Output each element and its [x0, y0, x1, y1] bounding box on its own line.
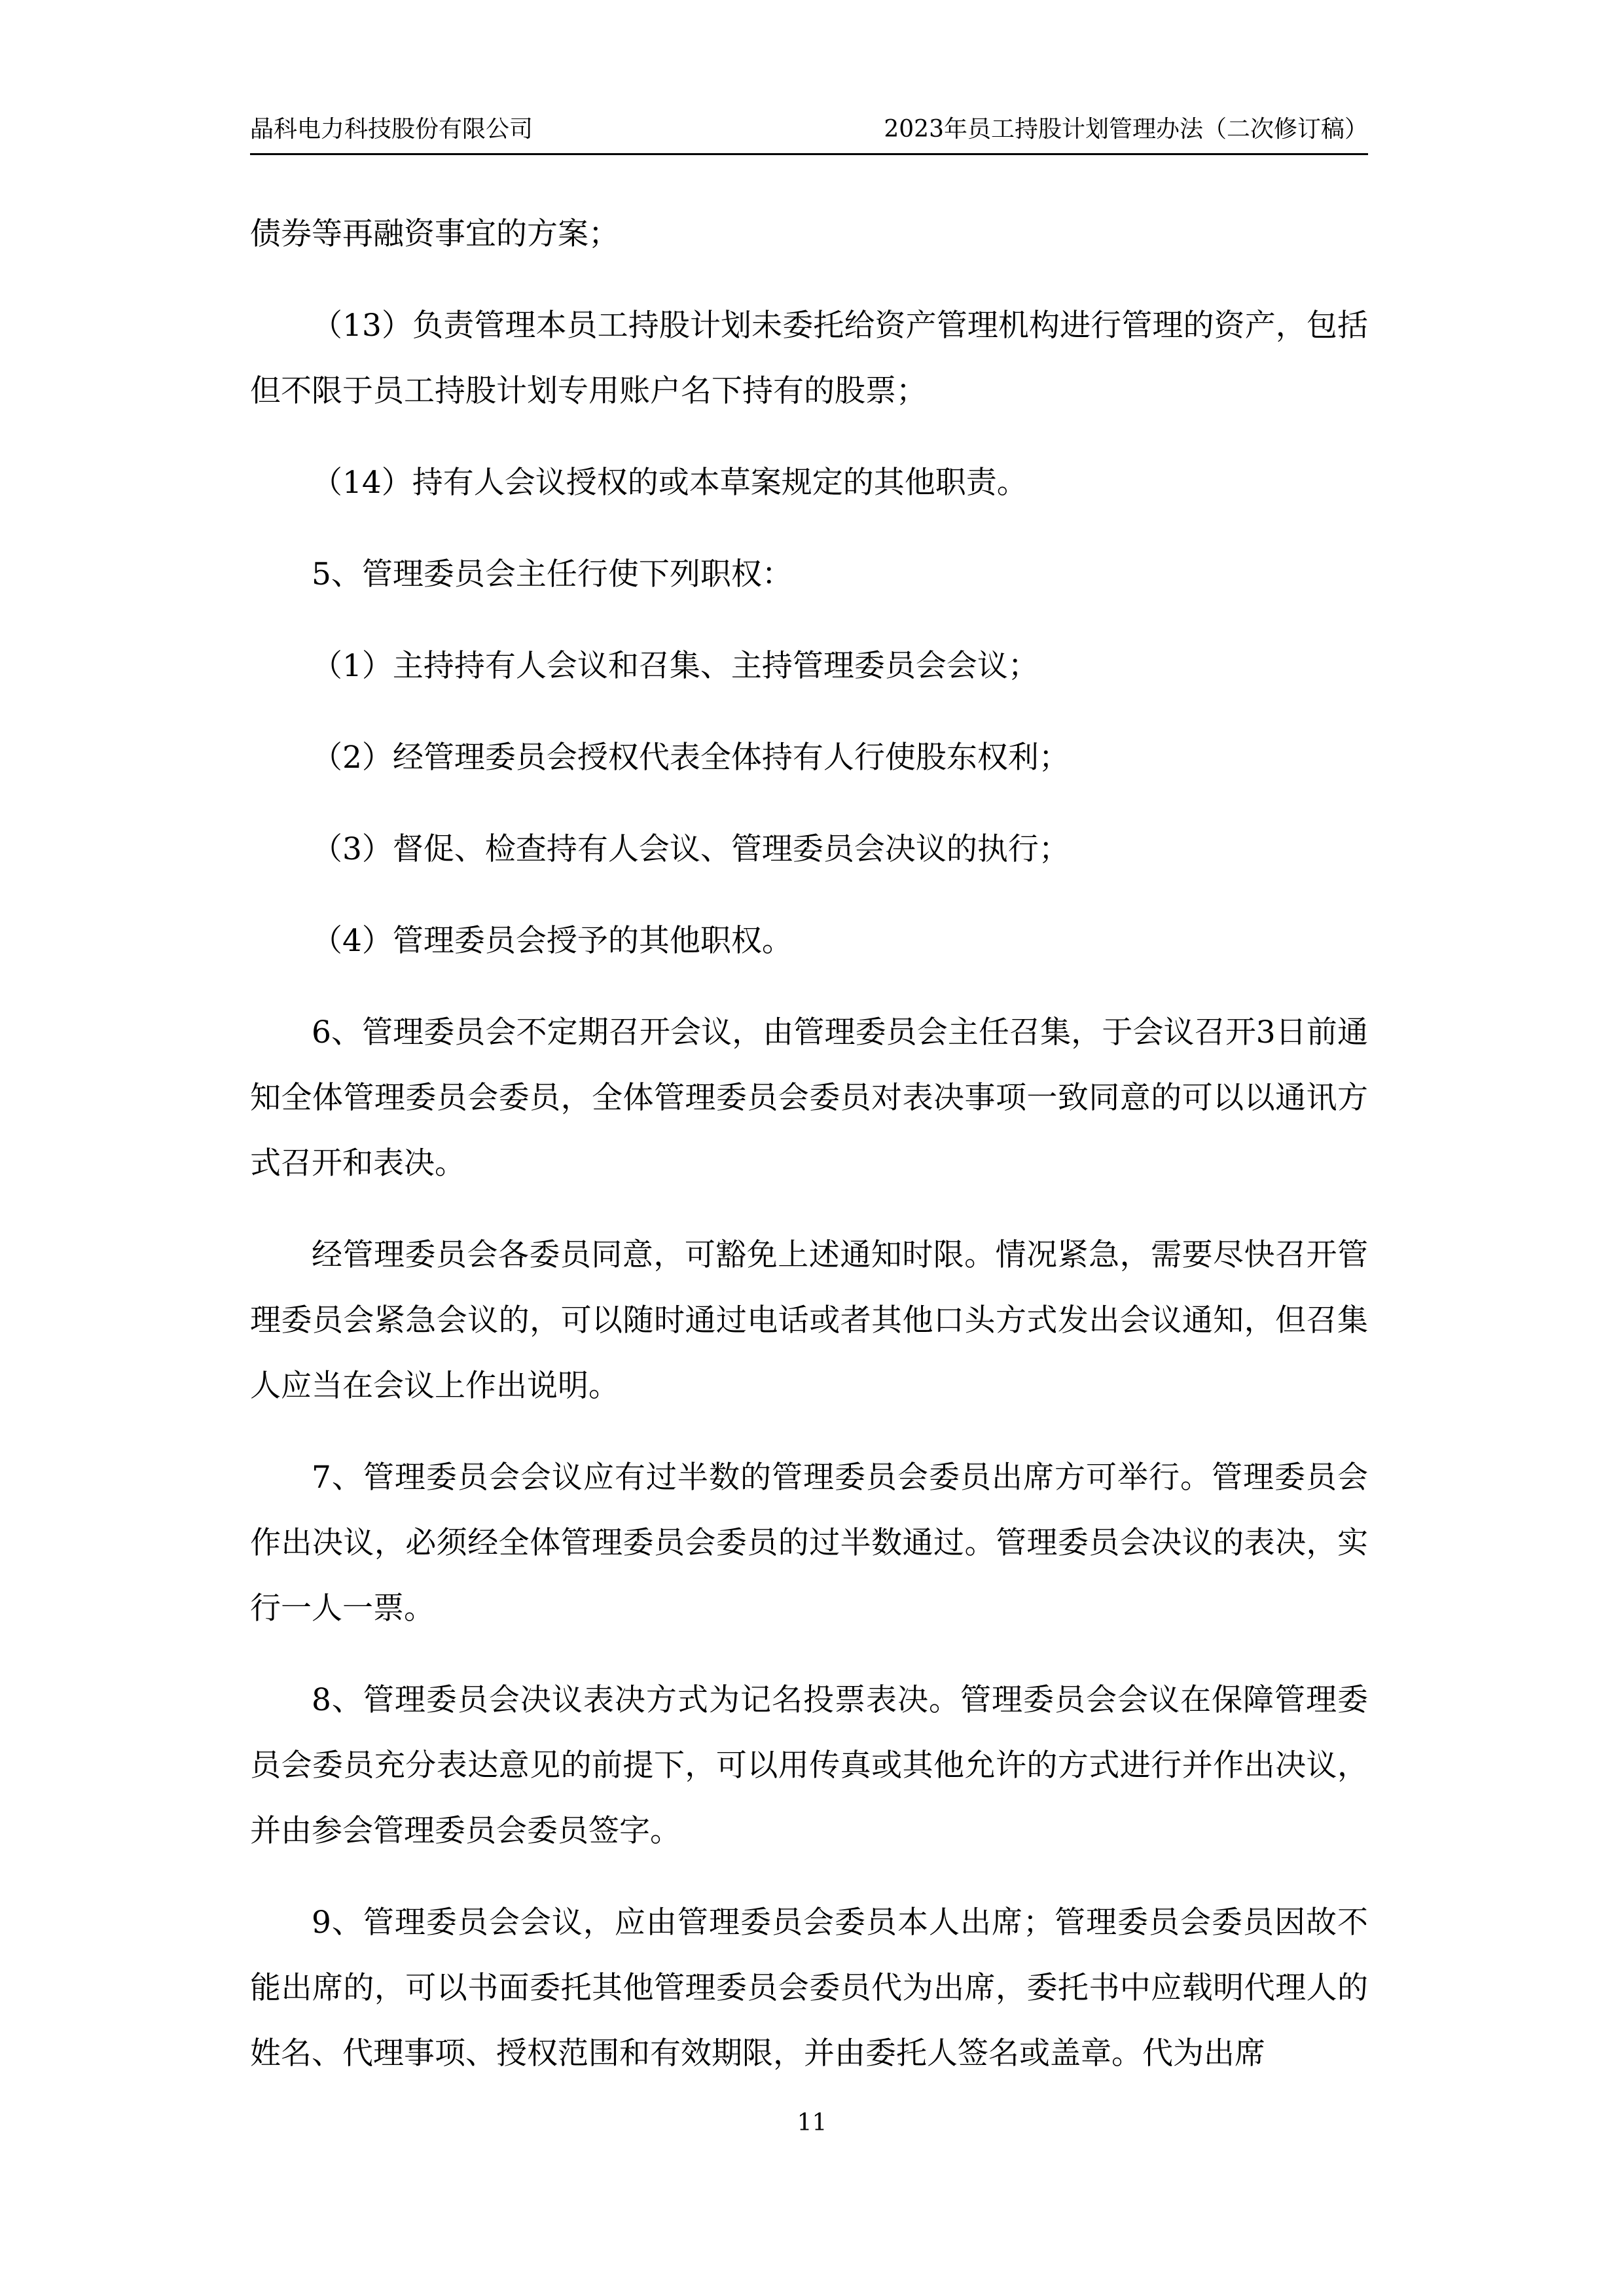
paragraph-clause-7: 7、管理委员会会议应有过半数的管理委员会委员出席方可举行。管理委员会作出决议，必须经全体管理委员会委员的过半数通过。管理委员会决议的表决，实行一人一票。 — [250, 1460, 1368, 1626]
paragraph-clause-5: 5、管理委员会主任行使下列职权： — [312, 556, 793, 592]
paragraph-clause-9: 9、管理委员会会议，应由管理委员会委员本人出席；管理委员会委员因故不能出席的，可以书面委托其他管理委员会委员代为出席，委托书中应载明代理人的姓名、代理事项、授权范围和有效期限，并由委托人签名或盖章。代为出席 — [250, 1905, 1368, 2072]
header-document-title: 2023年员工持股计划管理办法（二次修订稿） — [884, 116, 1368, 143]
header-company-name: 晶科电力科技股份有限公司 — [250, 116, 533, 143]
paragraph-clause-5-item-1: （1）主持持有人会议和召集、主持管理委员会会议； — [312, 648, 1039, 684]
paragraph-clause-8: 8、管理委员会决议表决方式为记名投票表决。管理委员会会议在保障管理委员会委员充分表达意见的前提下，可以用传真或其他允许的方式进行并作出决议，并由参会管理委员会委员签字。 — [250, 1682, 1368, 1849]
paragraph-clause-6: 6、管理委员会不定期召开会议，由管理委员会主任召集，于会议召开3日前通知全体管理委员会委员，全体管理委员会委员对表决事项一致同意的可以以通讯方式召开和表决。 — [250, 1014, 1368, 1181]
page-number: 11 — [797, 2109, 827, 2136]
paragraph-item-13: （13）负责管理本员工持股计划未委托给资产管理机构进行管理的资产，包括但不限于员工持股计划专用账户名下持有的股票； — [250, 308, 1368, 409]
paragraph-clause-6-continued: 经管理委员会各委员同意，可豁免上述通知时限。情况紧急，需要尽快召开管理委员会紧急会议的，可以随时通过电话或者其他口头方式发出会议通知，但召集人应当在会议上作出说明。 — [250, 1237, 1368, 1404]
paragraph-clause-5-item-2: （2）经管理委员会授权代表全体持有人行使股东权利； — [312, 740, 1070, 776]
paragraph-continuation: 债券等再融资事宜的方案； — [250, 216, 619, 252]
page-header — [250, 113, 1368, 155]
paragraph-item-14: （14）持有人会议授权的或本草案规定的其他职责。 — [312, 465, 1028, 501]
paragraph-clause-5-item-4: （4）管理委员会授予的其他职权。 — [312, 923, 793, 959]
paragraph-clause-5-item-3: （3）督促、检查持有人会议、管理委员会决议的执行； — [312, 831, 1070, 867]
document-body — [250, 202, 1368, 2113]
